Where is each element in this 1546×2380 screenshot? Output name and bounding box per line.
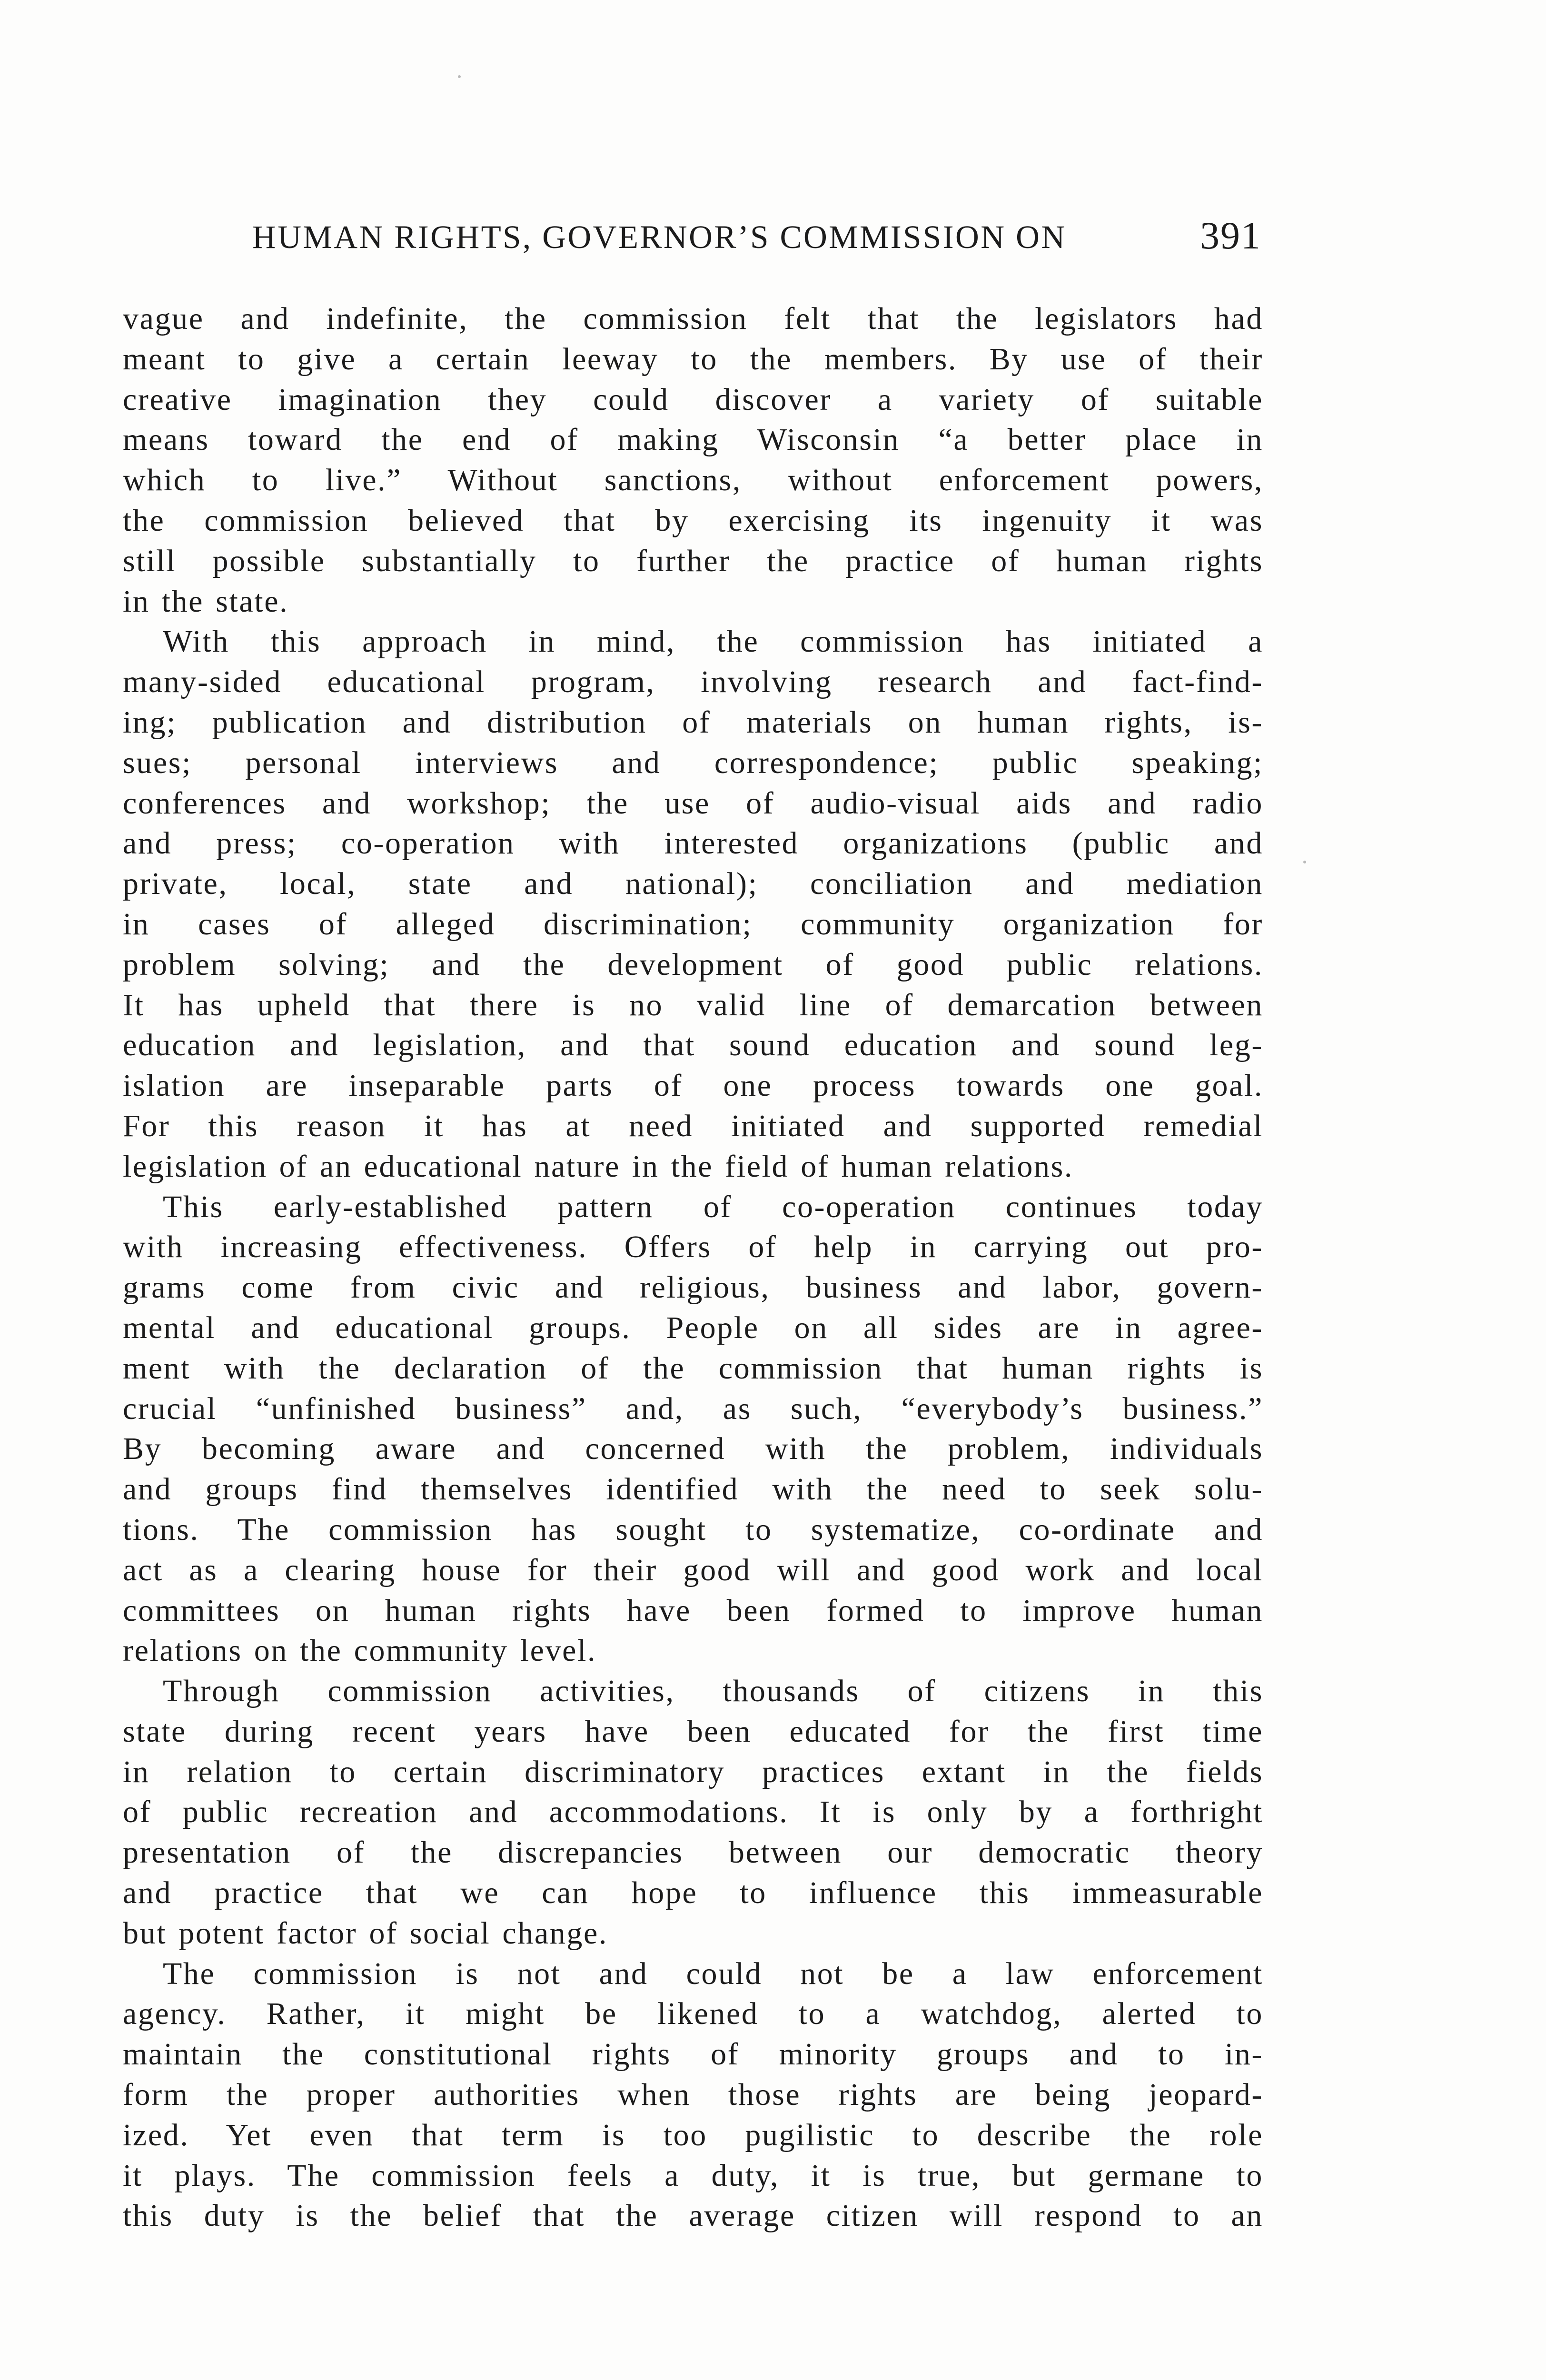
text-line: conferences and workshop; the use of audio-visual aids and radio — [123, 785, 1263, 821]
text-line: which to live.” Without sanctions, without enforcement powers, — [123, 463, 1263, 498]
text-line: in relation to certain discriminatory practices extant in the fields — [123, 1754, 1263, 1789]
text-line: It has upheld that there is no valid line of demarcation between — [123, 987, 1263, 1022]
text-line: committees on human rights have been formed to improve human — [123, 1593, 1263, 1628]
text-line: For this reason it has at need initiated and supported remedial — [123, 1108, 1263, 1143]
text-line: legislation of an educational nature in the field of human relations. — [123, 1149, 1074, 1184]
text-line: in cases of alleged discrimination; community organization for — [123, 906, 1263, 942]
text-line: in the state. — [123, 584, 289, 619]
text-line: this duty is the belief that the average citizen will respond to an — [123, 2198, 1263, 2233]
text-line: tions. The commission has sought to systematize, co-ordinate and — [123, 1512, 1263, 1547]
scan-speck — [1303, 861, 1306, 863]
text-line: agency. Rather, it might be likened to a watchdog, alerted to — [123, 1996, 1263, 2032]
text-line: many-sided educational program, involving research and fact-find- — [123, 664, 1263, 700]
text-line: The commission is not and could not be a law enforcement — [163, 1956, 1263, 1991]
text-line: with increasing effectiveness. Offers of help in carrying out pro- — [123, 1230, 1263, 1265]
text-line: vague and indefinite, the commission felt that the legislators had — [123, 301, 1263, 336]
text-line: relations on the community level. — [123, 1633, 597, 1668]
text-line: and groups find themselves identified with the need to seek solu- — [123, 1472, 1263, 1507]
text-line: problem solving; and the development of good public relations. — [123, 947, 1263, 982]
page-number: 391 — [1200, 214, 1261, 257]
text-line: education and legislation, and that sound education and sound leg- — [123, 1028, 1263, 1063]
running-head — [252, 209, 1261, 262]
body-text — [123, 299, 1263, 2236]
text-line: ized. Yet even that term is too pugilistic to describe the role — [123, 2117, 1263, 2152]
text-line: form the proper authorities when those rights are being jeopard- — [123, 2077, 1263, 2112]
text-line: means toward the end of making Wisconsin “a better place in — [123, 422, 1263, 457]
text-line: This early-established pattern of co-operation continues today — [163, 1189, 1263, 1224]
text-line: With this approach in mind, the commission has initiated a — [163, 624, 1263, 659]
text-line: but potent factor of social change. — [123, 1915, 608, 1951]
text-line: creative imagination they could discover a variety of suitable — [123, 382, 1263, 417]
scan-speck — [458, 75, 461, 78]
text-line: and practice that we can hope to influence this immeasurable — [123, 1875, 1263, 1911]
text-line: the commission believed that by exercising its ingenuity it was — [123, 503, 1263, 538]
text-line: it plays. The commission feels a duty, it is true, but germane to — [123, 2158, 1263, 2193]
text-line: ing; publication and distribution of materials on human rights, is- — [123, 704, 1263, 740]
text-line: private, local, state and national); conciliation and mediation — [123, 866, 1263, 902]
text-line: ment with the declaration of the commission that human rights is — [123, 1350, 1263, 1386]
text-line: crucial “unfinished business” and, as such, “everybody’s business.” — [123, 1391, 1263, 1426]
text-line: grams come from civic and religious, business and labor, govern- — [123, 1270, 1263, 1305]
text-line: presentation of the discrepancies between our democratic theory — [123, 1835, 1263, 1870]
text-line: and press; co-operation with interested organizations (public and — [123, 826, 1263, 861]
running-head-title: HUMAN RIGHTS, GOVERNOR’S COMMISSION ON — [252, 219, 1067, 255]
text-line: islation are inseparable parts of one process towards one goal. — [123, 1068, 1263, 1103]
text-line: act as a clearing house for their good will and good work and local — [123, 1552, 1263, 1587]
text-line: mental and educational groups. People on all sides are in agree- — [123, 1310, 1263, 1345]
text-line: sues; personal interviews and correspondence; public speaking; — [123, 745, 1263, 780]
text-line: state during recent years have been educated for the first time — [123, 1714, 1263, 1749]
text-line: still possible substantially to further the practice of human rights — [123, 543, 1263, 578]
text-line: of public recreation and accommodations. It is only by a forthright — [123, 1795, 1263, 1830]
text-line: maintain the constitutional rights of minority groups and to in- — [123, 2037, 1263, 2072]
text-line: meant to give a certain leeway to the members. By use of their — [123, 341, 1263, 377]
text-line: By becoming aware and concerned with the problem, individuals — [123, 1431, 1263, 1467]
text-line: Through commission activities, thousands of citizens in this — [163, 1674, 1263, 1709]
